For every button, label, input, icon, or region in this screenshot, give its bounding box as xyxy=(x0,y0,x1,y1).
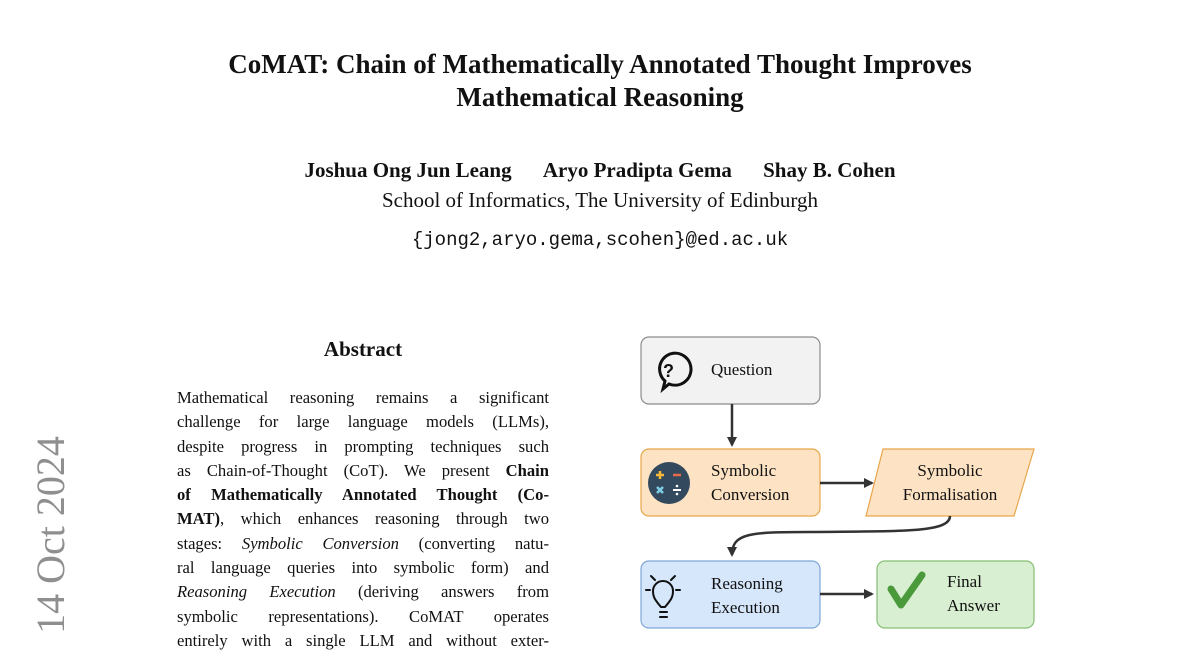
reasoning-execution-label-1: Reasoning xyxy=(711,574,783,593)
author-3: Shay B. Cohen xyxy=(763,158,896,182)
abstract-text: (deriving answers from xyxy=(335,582,550,602)
author-1: Joshua Ong Jun Leang xyxy=(304,158,512,182)
symbolic-conversion-label-2: Conversion xyxy=(711,485,790,504)
author-2: Aryo Pradipta Gema xyxy=(542,158,732,182)
calculator-operators-icon xyxy=(648,462,690,504)
abstract-line: despite progress in prompting techniques such xyxy=(177,436,549,456)
abstract-bold-term: MAT) xyxy=(177,509,221,529)
abstract-line xyxy=(177,483,549,507)
symbolic-formalisation-label-2: Formalisation xyxy=(902,485,998,504)
svg-text:?: ? xyxy=(663,361,674,381)
abstract-line xyxy=(177,459,549,483)
abstract-text: (converting natu- xyxy=(398,533,549,553)
symbolic-conversion-label-1: Symbolic xyxy=(711,461,777,480)
abstract-body xyxy=(177,386,549,653)
abstract-heading: Abstract xyxy=(323,337,403,361)
question-node xyxy=(641,337,820,404)
abstract-line: symbolic representations). CoMAT operates xyxy=(177,606,549,626)
abstract-line xyxy=(177,580,549,604)
abstract-line xyxy=(177,532,549,556)
comat-pipeline-diagram xyxy=(600,325,1060,645)
abstract-line: ral language queries into symbolic form) and xyxy=(177,558,549,578)
abstract-italic-term: Symbolic Conversion xyxy=(241,533,399,553)
author-list xyxy=(150,158,1050,183)
reasoning-execution-node xyxy=(641,561,820,628)
abstract-text: , which enhances reasoning through two xyxy=(220,509,549,529)
abstract-bold-term: Chain xyxy=(505,460,549,480)
symbolic-formalisation-node xyxy=(866,449,1034,516)
reasoning-execution-box xyxy=(641,561,820,628)
flow-arrow xyxy=(732,516,950,555)
title-line-1: CoMAT: Chain of Mathematically Annotated Thought Improves xyxy=(228,49,972,79)
reasoning-execution-label-2: Execution xyxy=(711,598,780,617)
paper-title xyxy=(150,48,1050,114)
abstract-bold-term: of Mathematically Annotated Thought (Co- xyxy=(177,485,549,505)
abstract-italic-term: Reasoning Execution xyxy=(177,582,336,602)
author-emails: {jong2,aryo.gema,scohen}@ed.ac.uk xyxy=(411,229,789,251)
abstract-text: as Chain-of-Thought (CoT). We present xyxy=(177,460,506,480)
affiliation: School of Informatics, The University of Edinburgh xyxy=(381,188,819,212)
arxiv-date-stamp: 14 Oct 2024 xyxy=(28,436,73,634)
symbolic-formalisation-box xyxy=(866,449,1034,516)
title-line-2: Mathematical Reasoning xyxy=(456,82,744,112)
symbolic-formalisation-label-1: Symbolic xyxy=(917,461,983,480)
abstract-text: stages: xyxy=(177,533,242,553)
final-answer-label-2: Answer xyxy=(947,596,1000,615)
symbolic-conversion-node xyxy=(641,449,820,516)
final-answer-label-1: Final xyxy=(947,572,982,591)
abstract-line: Mathematical reasoning remains a significant xyxy=(177,388,549,407)
abstract-line xyxy=(177,507,549,531)
final-answer-node xyxy=(877,561,1034,628)
question-label: Question xyxy=(711,360,773,379)
abstract-line: entirely with a single LLM and without exter- xyxy=(177,630,549,650)
abstract-line: challenge for large language models (LLMs), xyxy=(177,412,549,432)
